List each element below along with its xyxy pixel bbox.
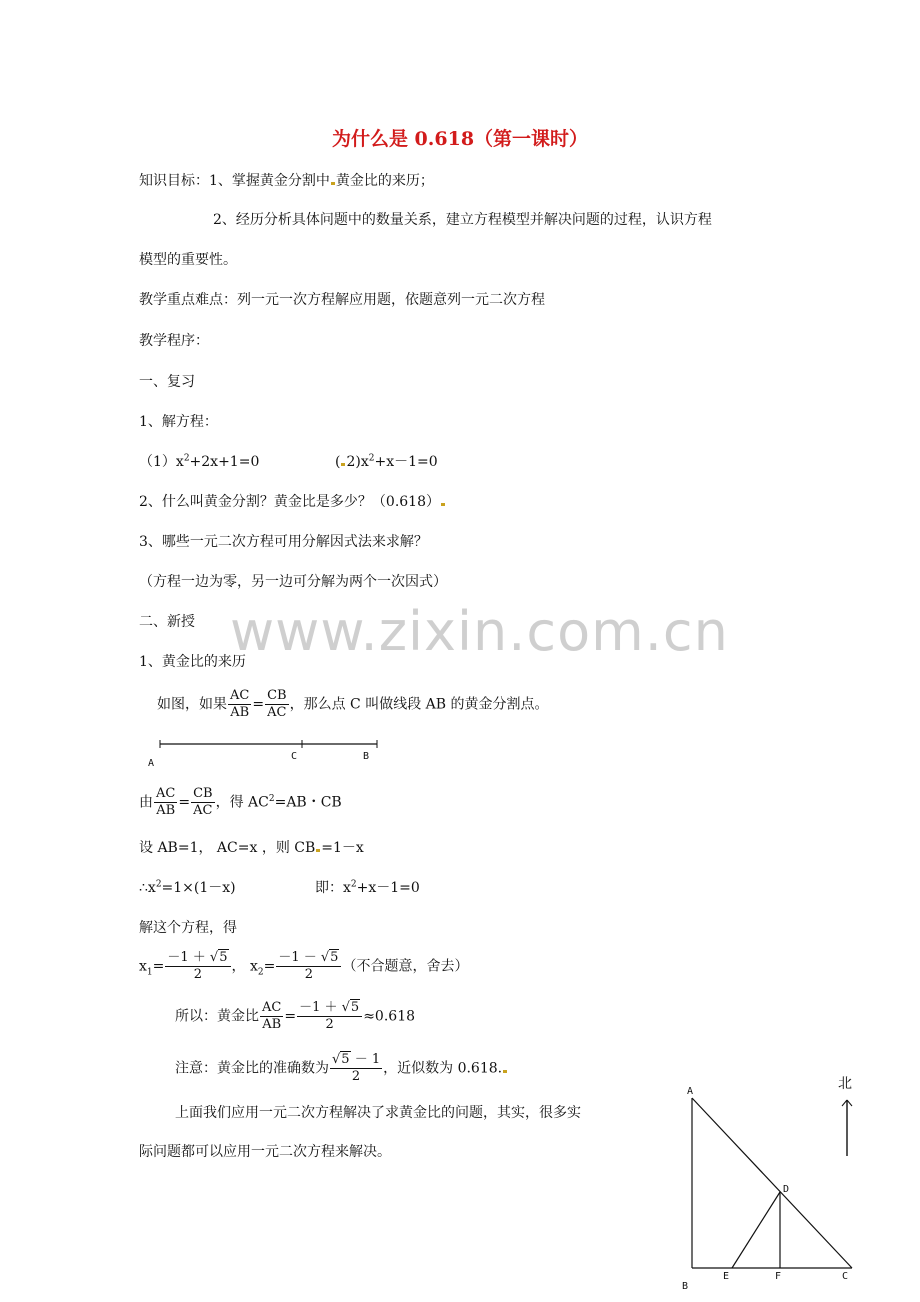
point-a-label: A <box>687 1086 694 1097</box>
section-review: 一、复习 <box>139 374 195 390</box>
line-de <box>732 1192 780 1268</box>
objective-1-text-b: 黄金比的来历； <box>335 173 434 189</box>
key-points: 教学重点难点：列一元一次方程解应用题，依题意列一元二次方程 <box>139 292 545 308</box>
point-c-label: C <box>842 1271 849 1282</box>
eq2-text: )x <box>355 454 369 470</box>
subsection-1: 1、黄金比的来历 <box>139 654 246 670</box>
roots-line <box>139 950 468 983</box>
frac-den: AC <box>267 705 287 720</box>
assumption <box>139 838 364 858</box>
reject-note: （不合题意，舍去） <box>342 958 469 975</box>
segment-figure <box>140 735 390 770</box>
point-b-label: B <box>682 1281 689 1292</box>
conclusion-post: ≈0.618 <box>363 1008 416 1025</box>
exact-denominator: 2 <box>351 1069 361 1084</box>
question-2 <box>139 492 446 512</box>
watermark: www.zixin.com.cn <box>230 600 729 663</box>
eq1-text: （1）x <box>139 454 184 470</box>
note-pre: 注意：黄金比的准确数为 <box>175 1060 329 1077</box>
question-2-text: 2、什么叫黄金分割？黄金比是多少？（0.618） <box>139 494 440 510</box>
frac-den: AC <box>193 803 213 818</box>
conclusion-pre: 所以：黄金比 <box>175 1008 259 1025</box>
note-line <box>175 1052 508 1085</box>
therefore-text: ∴x <box>139 880 156 896</box>
frac-num: CB <box>267 688 287 703</box>
mark-icon <box>341 463 345 466</box>
objective-2-cont: 模型的重要性。 <box>139 252 237 268</box>
equals-sign: = <box>152 958 165 975</box>
eq1-text-b: +2x+1=0 <box>189 454 260 470</box>
x1-label: x <box>139 958 147 975</box>
north-label: 北 <box>838 1076 852 1092</box>
frac-den: AB <box>230 705 250 720</box>
eq2-paren: ( <box>335 454 341 470</box>
note-post: ，近似数为 0.618. <box>383 1060 503 1077</box>
definition-pre: 如图，如果 <box>157 696 227 713</box>
point-d-label: D <box>783 1184 790 1195</box>
root-2-num-text: －1 － <box>278 950 321 965</box>
golden-num-text: －1 ＋ <box>299 1000 342 1015</box>
paragraph-line-1: 上面我们应用一元二次方程解决了求黄金比的问题，其实，很多实 <box>175 1105 581 1121</box>
question-3-answer: （方程一边为零，另一边可分解为两个一次因式） <box>139 574 447 590</box>
ie-line: 即：$x^2+x-1=0$ <box>315 879 420 896</box>
x2-label: ， x <box>231 958 258 975</box>
eq2-num: 2 <box>346 454 356 470</box>
equals-sign: = <box>252 696 265 713</box>
derivation-post: ，得 AC <box>215 794 269 811</box>
root-2-fraction <box>276 950 341 983</box>
sqrt-value: 5 <box>219 950 228 965</box>
objective-2: 2、经历分析具体问题中的数量关系，建立方程模型并解决问题的过程，认识方程 <box>213 212 712 228</box>
fraction-ac-ab <box>154 786 177 819</box>
exact-num-tail: － 1 <box>350 1052 381 1067</box>
page-title: 为什么是 0.618（第一课时） <box>331 128 589 150</box>
segment-label-a: A <box>148 758 155 769</box>
derivation-pre: 由 <box>139 794 153 811</box>
equation-1: $(1)x^2+2x+1=0$ <box>139 453 260 470</box>
golden-fraction <box>297 1000 362 1033</box>
point-e-label: E <box>723 1271 730 1282</box>
equals-sign: = <box>178 794 191 811</box>
root-1-denominator: 2 <box>193 967 203 982</box>
frac-num: CB <box>193 786 213 801</box>
root-2-numerator: －1 － √5 <box>276 950 341 967</box>
frac-num: AC <box>262 1000 282 1015</box>
exact-fraction <box>330 1052 382 1085</box>
fraction-ac-ab <box>228 688 251 721</box>
exact-numerator: √5 － 1 <box>332 1052 381 1067</box>
golden-numerator: －1 ＋ √5 <box>297 1000 362 1017</box>
sqrt-value: 5 <box>350 1000 360 1015</box>
root-1-numerator: －1 ＋ √5 <box>165 950 230 967</box>
question-1: 1、解方程： <box>139 414 218 430</box>
therefore-text-b: =1×(1－x) <box>161 880 236 896</box>
assumption-post: =1－x <box>321 840 364 856</box>
definition <box>157 688 549 721</box>
objective-1 <box>139 171 434 191</box>
mark-icon <box>503 1070 507 1073</box>
fraction-ac-ab <box>260 1000 283 1033</box>
sqrt-value: 5 <box>330 950 339 965</box>
frac-num: AC <box>156 786 176 801</box>
assumption-pre: 设 AB=1， AC=x ，则 CB <box>139 840 316 856</box>
line-ac <box>692 1098 852 1268</box>
equation-2: ( $2)x^2+x-1=0$ <box>335 453 438 470</box>
ie-text-b: +x－1=0 <box>356 880 420 896</box>
section-new: 二、新授 <box>139 614 195 630</box>
procedure-heading: 教学程序： <box>139 333 209 349</box>
frac-den: AB <box>156 803 176 818</box>
question-3: 3、哪些一元二次方程可用分解因式法来求解？ <box>139 534 428 550</box>
segment-label-b: B <box>363 751 370 762</box>
x1-subscript: 1 <box>146 967 153 978</box>
solve-line: 解这个方程，得 <box>139 920 237 936</box>
root-1-num-text: －1 ＋ <box>167 950 210 965</box>
segment-label-c: C <box>291 751 298 762</box>
therefore-line: $\therefore x^2=1\times(1-x)$ <box>139 879 236 896</box>
eq2-text-b: +x－1=0 <box>374 454 438 470</box>
mark-icon <box>441 503 445 506</box>
derivation-post-b: =AB・CB <box>274 794 342 811</box>
paragraph-line-2: 际问题都可以应用一元二次方程来解决。 <box>139 1144 391 1160</box>
mark-icon <box>331 182 335 185</box>
frac-den: AB <box>262 1017 282 1032</box>
mark-icon <box>316 849 320 852</box>
golden-denominator: 2 <box>325 1017 334 1032</box>
conclusion-line <box>175 1000 415 1033</box>
point-f-label: F <box>775 1271 782 1282</box>
equals-sign: = <box>263 958 276 975</box>
x2-subscript: 2 <box>257 967 264 978</box>
ie-text: 即：x <box>315 880 351 896</box>
equals-sign: = <box>284 1008 297 1025</box>
definition-post: ，那么点 C 叫做线段 AB 的黄金分割点。 <box>289 696 549 713</box>
geometry-figure <box>680 1070 920 1302</box>
objective-1-text: 知识目标：1、掌握黄金分割中 <box>139 173 330 189</box>
derivation: 由 $\frac{AC}{AB}$ = $\frac{CB}{AC}$ ，得 $AC^2=AB$・CB <box>139 786 342 818</box>
root-2-denominator: 2 <box>304 967 314 982</box>
fraction-cb-ac <box>191 786 215 819</box>
sqrt-value: 5 <box>341 1052 350 1067</box>
fraction-cb-ac <box>265 688 289 721</box>
frac-num: AC <box>230 688 250 703</box>
root-1-fraction <box>165 950 230 983</box>
